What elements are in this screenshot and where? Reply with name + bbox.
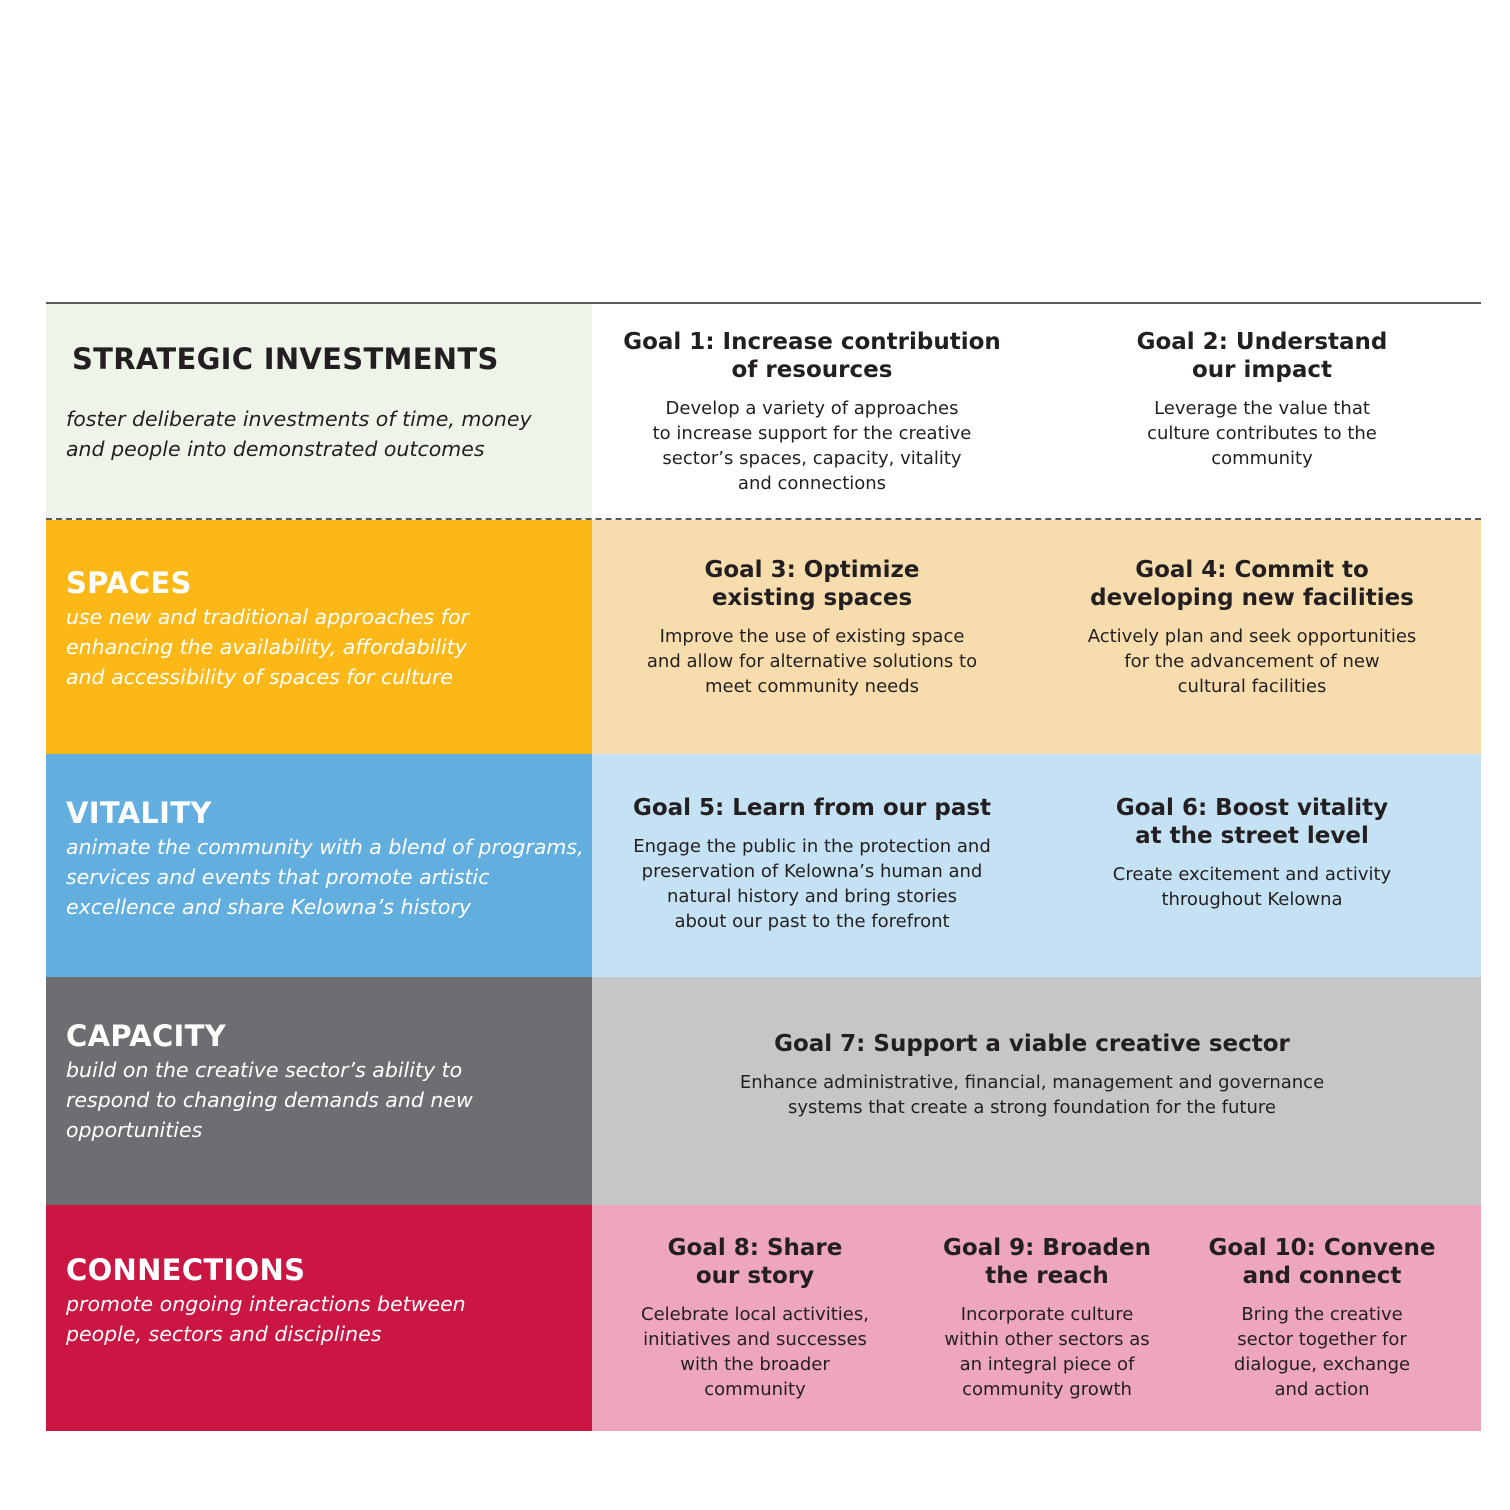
goal-description-line: within other sectors as [944,1329,1150,1350]
goal-title-line: our story [695,1263,815,1289]
description-line: opportunities [66,1118,203,1142]
goal-title [1187,1234,1457,1290]
goal-description-line: preservation of Kelowna’s human and [641,861,983,882]
row-vitality [46,754,1481,977]
goal-description-line: Engage the public in the protection and [633,836,991,857]
capacity-goals-cell [592,977,1481,1205]
goal-8 [620,1234,890,1402]
goal-description [1052,862,1452,912]
goal-title-line: Goal 8: Share [667,1235,843,1261]
goal-title-line: Goal 5: Learn from our past [632,795,992,821]
goal-description-line: and allow for alternative solutions to [646,651,978,672]
goal-description-line: natural history and bring stories [667,886,957,907]
goal-description-line: an integral piece of [959,1354,1135,1375]
strategic-description [66,404,576,464]
goal-description [1187,1302,1457,1402]
goal-description-line: sector together for [1237,1329,1407,1350]
capacity-title: CAPACITY [66,1019,227,1053]
spaces-goals-cell [592,520,1481,754]
goal-5 [612,794,1012,934]
description-line: and accessibility of spaces for culture [66,665,453,689]
goal-title [612,794,1012,822]
strategic-goals-cell [592,304,1481,519]
goal-description-line: community growth [962,1379,1132,1400]
goal-description-line: Bring the creative [1241,1304,1403,1325]
goal-1 [612,328,1012,496]
vitality-category-cell [46,754,592,977]
goal-description-line: to increase support for the creative [652,423,972,444]
spaces-category-cell [46,520,592,754]
description-line: and people into demonstrated outcomes [66,437,485,461]
goal-title [912,1234,1182,1290]
goal-description-line: about our past to the forefront [674,911,950,932]
goal-title-line: of resources [731,357,893,383]
row-connections [46,1205,1481,1431]
strategic-category-cell [46,304,592,519]
goal-description-line: community [1211,448,1313,469]
goal-title-line: Goal 6: Boost vitality [1115,795,1389,821]
goal-9 [912,1234,1182,1402]
description-line: enhancing the availability, affordability [66,635,467,659]
goal-description [1062,396,1462,471]
goal-description-line: with the broader [680,1354,830,1375]
goal-description-line: and action [1274,1379,1370,1400]
strategic-title: STRATEGIC INVESTMENTS [72,342,499,376]
description-line: foster deliberate investments of time, money [66,407,532,431]
description-line: people, sectors and disciplines [66,1322,382,1346]
goal-title [620,1234,890,1290]
goal-title-line: Goal 9: Broaden [943,1235,1151,1261]
goal-description-line: initiatives and successes [643,1329,867,1350]
capacity-category-cell [46,977,592,1205]
description-line: animate the community with a blend of programs, [66,835,584,859]
goal-description-line: meet community needs [704,676,920,697]
vitality-goals-cell [592,754,1481,977]
goal-description-line: Leverage the value that [1154,398,1370,419]
row-capacity [46,977,1481,1205]
goal-title-line: the reach [985,1263,1109,1289]
description-line: build on the creative sector’s ability to [66,1058,463,1082]
connections-category-cell [46,1205,592,1431]
goal-title-line: Goal 7: Support a viable creative sector [774,1031,1290,1057]
goal-6 [1052,794,1452,912]
description-line: promote ongoing interactions between [66,1292,466,1316]
description-line: use new and traditional approaches for [66,605,469,629]
row-spaces [46,520,1481,754]
connections-goals-cell [592,1205,1481,1431]
goal-2 [1062,328,1462,471]
goal-description [1052,624,1452,699]
goal-description-line: cultural facilities [1177,676,1327,697]
row-strategic-investments [46,304,1481,519]
capacity-description [66,1055,576,1145]
goal-description-line: and connections [737,473,887,494]
goal-title-line: and connect [1242,1263,1402,1289]
goal-description-line: systems that create a strong foundation for the future [788,1097,1276,1118]
goal-description [912,1302,1182,1402]
goal-title [612,556,1012,612]
goal-4 [1052,556,1452,699]
goal-title-line: our impact [1192,357,1332,383]
goal-description [612,834,1012,934]
goal-title-line: Goal 2: Understand [1136,329,1388,355]
goal-description-line: community [704,1379,806,1400]
goal-title-line: at the street level [1135,823,1369,849]
description-line: excellence and share Kelowna’s history [66,895,472,919]
goal-description-line: throughout Kelowna [1161,889,1343,910]
goal-title-line: developing new facilities [1090,585,1414,611]
goal-3 [612,556,1012,699]
goal-description-line: Improve the use of existing space [659,626,965,647]
goal-title [1052,556,1452,612]
goal-description-line: culture contributes to the [1147,423,1377,444]
goal-description-line: for the advancement of new [1124,651,1380,672]
connections-title: CONNECTIONS [66,1253,306,1287]
goal-title [652,1030,1412,1058]
spaces-title: SPACES [66,566,192,600]
goal-description-line: Actively plan and seek opportunities [1087,626,1417,647]
goal-description [612,396,1012,496]
goal-10 [1187,1234,1457,1402]
description-line: services and events that promote artistic [66,865,490,889]
goal-description-line: Develop a variety of approaches [665,398,959,419]
goal-title-line: Goal 3: Optimize [704,557,920,583]
goal-description-line: Enhance administrative, financial, management and governance [739,1072,1325,1093]
goal-description-line: dialogue, exchange [1233,1354,1411,1375]
goal-title-line: Goal 1: Increase contribution [623,329,1001,355]
goal-title-line: Goal 10: Convene [1208,1235,1436,1261]
goal-description [620,1302,890,1402]
goal-description-line: Incorporate culture [960,1304,1134,1325]
goal-title-line: existing spaces [711,585,913,611]
goal-title [612,328,1012,384]
goal-title [1062,328,1462,384]
connections-description [66,1289,576,1349]
goal-description-line: sector’s spaces, capacity, vitality [662,448,962,469]
goal-description-line: Celebrate local activities, [641,1304,869,1325]
goal-title [1052,794,1452,850]
vitality-description [66,832,586,922]
goal-title-line: Goal 4: Commit to [1135,557,1369,583]
vitality-title: VITALITY [66,796,212,830]
description-line: respond to changing demands and new [66,1088,473,1112]
spaces-description [66,602,576,692]
goal-7 [652,1030,1412,1120]
goal-description [652,1070,1412,1120]
goal-description [612,624,1012,699]
goal-description-line: Create excitement and activity [1112,864,1392,885]
